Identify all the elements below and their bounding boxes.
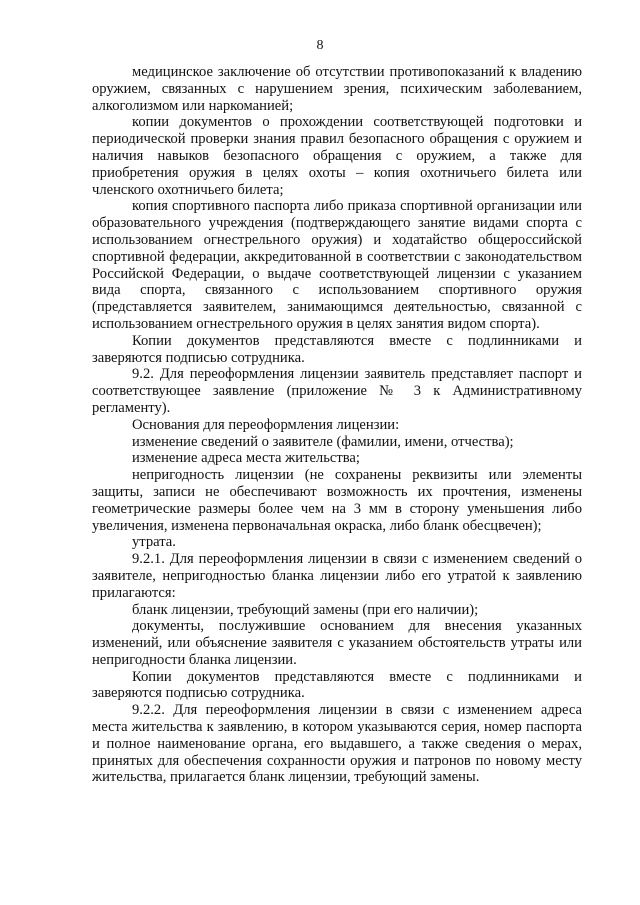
paragraph-training-documents: копии документов о прохождении соответствующей подготовки и периодической проверки знания правил безопасного обращения с оружием и наличия навыков безопасного обращения с оружием, а также для приобретения оружия в целях охоты – копия охотничьего билета или членского охотничьего билета; [92, 114, 582, 198]
paragraph-copies-certified: Копии документов представляются вместе с подлинниками и заверяются подписью сотрудника. [92, 332, 582, 366]
paragraph-section-9-2: 9.2. Для переоформления лицензии заявитель представляет паспорт и соответствующее заявление (приложение № 3 к Административному регламенту). [92, 366, 582, 416]
paragraph-ground-name-change: изменение сведений о заявителе (фамилии, имени, отчества); [132, 433, 514, 450]
paragraph-section-9-2-2: 9.2.2. Для переоформления лицензии в связи с изменением адреса места жительства к заявлению, в котором указываются серия, номер паспорта и полное наименование органа, его выдавшего, а также сведения о мерах, принятых для обеспечения сохранности оружия и патронов по новому месту жительства, прилагается бланк лицензии, требующий замены. [92, 702, 582, 786]
paragraph-ground-address-change: изменение адреса места жительства; [132, 450, 360, 467]
paragraph-sport-passport: копия спортивного паспорта либо приказа спортивной организации или образовательного учреждения (подтверждающего занятие видами спорта с использованием огнестрельного оружия) и ходатайство общероссийской спортивной федерации, аккредитованной в соответствии с законодательством Российской Федерации, о выдаче соответствующей лицензии с указанием вида спорта, связанного с использованием спортивного оружия (представляется заявителем, занимающимся деятельностью, связанной с использованием огнестрельного оружия в целях занятия видом спорта). [92, 198, 582, 332]
paragraph-supporting-documents: документы, послужившие основанием для внесения указанных изменений, или объяснение заявителя с указанием обстоятельств утраты или непригодности бланка лицензии. [92, 618, 582, 668]
document-body [92, 64, 582, 786]
paragraph-grounds-heading: Основания для переоформления лицензии: [132, 416, 400, 433]
paragraph-ground-loss: утрата. [132, 534, 176, 551]
paragraph-ground-unfit-license: непригодность лицензии (не сохранены реквизиты или элементы защиты, записи не обеспечивают возможность их прочтения, изменены геометрические размеры более чем на 3 мм в сторону уменьшения либо увеличения, изменена первоначальная окраска, либо бланк обесцвечен); [92, 467, 582, 534]
page-number: 8 [316, 38, 324, 53]
paragraph-copies-certified-2: Копии документов представляются вместе с подлинниками и заверяются подписью сотрудника. [92, 668, 582, 702]
paragraph-medical-certificate: медицинское заключение об отсутствии противопоказаний к владению оружием, связанных с нарушением зрения, психическим заболеванием, алкоголизмом или наркоманией; [92, 64, 582, 114]
paragraph-license-form: бланк лицензии, требующий замены (при его наличии); [132, 601, 479, 618]
paragraph-section-9-2-1: 9.2.1. Для переоформления лицензии в связи с изменением сведений о заявителе, непригодностью бланка лицензии либо его утратой к заявлению прилагаются: [92, 551, 582, 601]
